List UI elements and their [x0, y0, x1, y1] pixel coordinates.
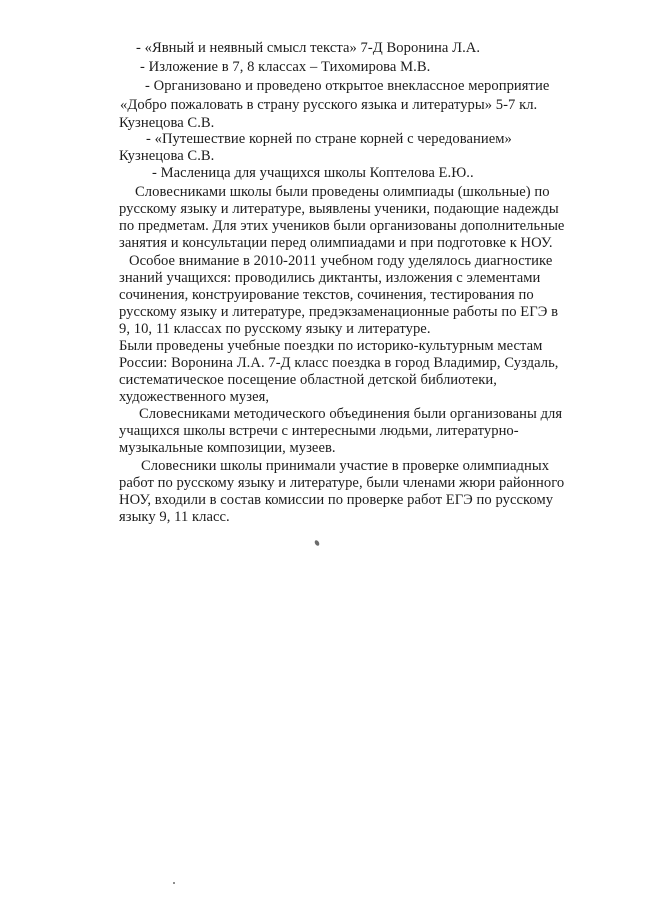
text-line: - «Явный и неявный смысл текста» 7-Д Воронина Л.А.	[136, 40, 481, 56]
text-line: работ по русскому языку и литературе, были членами жюри районного	[119, 475, 565, 491]
text-line: по предметам. Для этих учеников были организованы дополнительные	[119, 218, 565, 234]
text-line: - Изложение в 7, 8 классах – Тихомирова М.В.	[140, 59, 431, 75]
text-line: Кузнецова С.В.	[119, 148, 215, 164]
text-line: Словесниками школы были проведены олимпиады (школьные) по	[135, 184, 550, 200]
text-line: русскому языку и литературе, выявлены ученики, подающие надежды	[119, 201, 559, 217]
text-line: Особое внимание в 2010-2011 учебном году уделялось диагностике	[129, 253, 553, 269]
text-line: Словесниками методического объединения были организованы для	[139, 406, 563, 422]
text-line: занятия и консультации перед олимпиадами и при подготовке к НОУ.	[119, 235, 553, 251]
text-line: Были проведены учебные поездки по историко-культурным местам	[119, 338, 543, 354]
text-line: Кузнецова С.В.	[119, 115, 215, 131]
text-line: музыкальные композиции, музеев.	[119, 440, 336, 456]
text-line: Словесники школы принимали участие в проверке олимпиадных	[141, 458, 550, 474]
text-line: учащихся школы встречи с интересными людьми, литературно-	[119, 423, 519, 439]
text-line: русскому языку и литературе, предэкзаменационные работы по ЕГЭ в	[119, 304, 559, 320]
text-line: языку 9, 11 класс.	[119, 509, 230, 525]
scan-speck	[314, 539, 320, 546]
text-line: - «Путешествие корней по стране корней с чередованием»	[146, 131, 512, 147]
text-line: сочинения, конструирование текстов, сочинения, тестирования по	[119, 287, 534, 303]
text-line: «Добро пожаловать в страну русского языка и литературы» 5-7 кл.	[120, 97, 538, 113]
text-line: 9, 10, 11 классах по русскому языку и литературе.	[119, 321, 431, 337]
text-line: знаний учащихся: проводились диктанты, изложения с элементами	[119, 270, 541, 286]
scan-speck	[173, 882, 175, 884]
text-line: художественного музея,	[119, 389, 270, 405]
text-line: НОУ, входили в состав комиссии по проверке работ ЕГЭ по русскому	[119, 492, 554, 508]
text-line: России: Воронина Л.А. 7-Д класс поездка в город Владимир, Суздаль,	[119, 355, 559, 371]
text-line: систематическое посещение областной детской библиотеки,	[119, 372, 497, 388]
text-line: - Масленица для учащихся школы Коптелова Е.Ю..	[152, 165, 474, 181]
text-line: - Организовано и проведено открытое внеклассное мероприятие	[145, 78, 550, 94]
